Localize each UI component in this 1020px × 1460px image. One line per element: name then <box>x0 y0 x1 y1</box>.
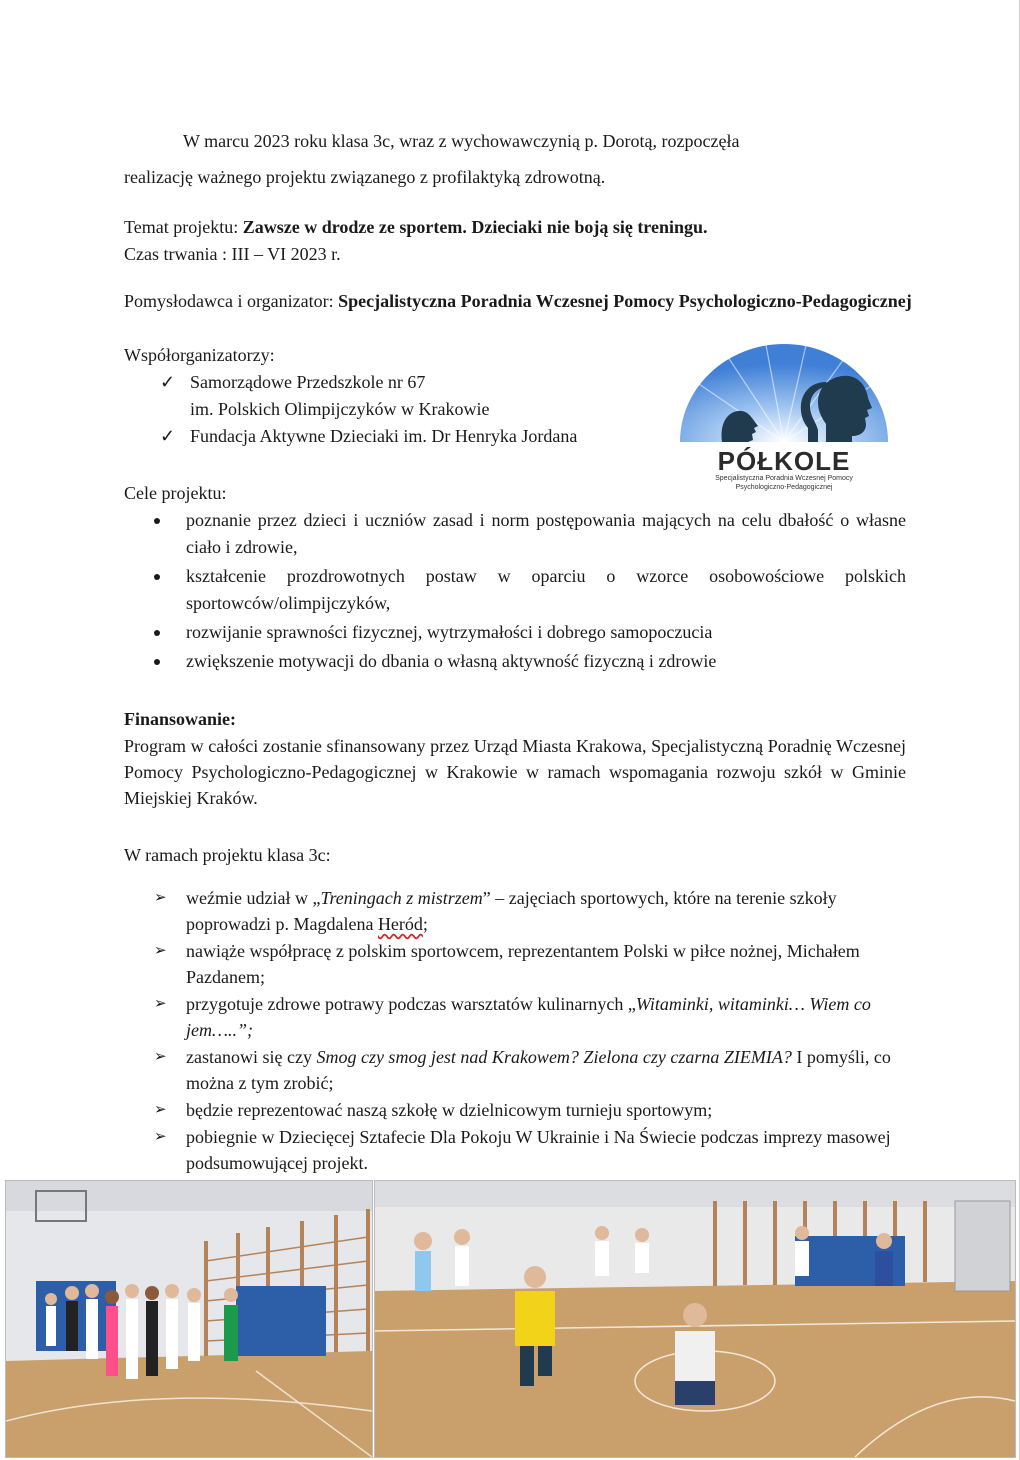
check-icon: ✓ <box>160 426 176 446</box>
logo-subtitle <box>676 474 892 492</box>
arrow-bullet-icon: ➢ <box>154 890 167 906</box>
topic-label: Temat projektu: <box>124 217 243 237</box>
intro-line-2: realizację ważnego projektu związanego z profilaktyką zdrowotną. <box>124 167 606 187</box>
logo-subtitle-line-2: Psychologiczno-Pedagogicznej <box>735 484 833 491</box>
goals-list <box>150 507 906 677</box>
coorganizers-label: Współorganizatorzy: <box>124 345 275 365</box>
within-project-label: W ramach projektu klasa 3c: <box>124 845 331 865</box>
activity-1-end: ; <box>422 914 428 934</box>
photo-children-gym-line <box>5 1180 373 1458</box>
arrow-bullet-icon: ➢ <box>154 943 167 959</box>
list-item <box>154 1044 900 1096</box>
activity-4-text: zastanowi się czy <box>186 1047 317 1067</box>
arrow-bullet-icon: ➢ <box>154 1049 167 1065</box>
coorganizer-1-line-1: Samorządowe Przedszkole nr 67 <box>190 372 426 392</box>
coorganizers-list <box>160 369 660 450</box>
list-item: rozwijanie sprawności fizycznej, wytrzymałości i dobrego samopoczucia <box>150 619 906 646</box>
activity-1-text: weźmie udział w „ <box>186 888 321 908</box>
activities-list <box>154 885 900 1177</box>
list-item: kształcenie prozdrowotnych postaw w oparciu o wzorce osobowościowe polskich sportowców/olimpijczyków, <box>150 563 906 617</box>
list-item: zwiększenie motywacji do dbania o własną aktywność fizyczną i zdrowie <box>150 648 906 675</box>
financing-text: Program w całości zostanie sfinansowany przez Urząd Miasta Krakowa, Specjalistyczną Poradnię Wczesnej Pomocy Psychologiczno-Pedagogicznej w Krakowie w ramach wspomagania rozwoju szkół w Gminie Miejskiej Kraków. <box>124 736 906 808</box>
list-item <box>154 1124 900 1176</box>
intro-line-1: W marcu 2023 roku klasa 3c, wraz z wychowawczynią p. Dorotą, rozpoczęła <box>183 131 740 151</box>
project-topic <box>124 214 924 240</box>
coorganizer-2-line-1: Fundacja Aktywne Dzieciaki im. Dr Henryka Jordana <box>190 426 578 446</box>
activity-2-text: nawiąże współpracę z polskim sportowcem, reprezentantem Polski w piłce nożnej, Michałem Pazdanem; <box>186 941 860 987</box>
activity-3-text: przygotuje zdrowe potrawy podczas warsztatów kulinarnych „ <box>186 994 636 1014</box>
activity-1-italic: Treningach z mistrzem <box>320 888 483 908</box>
organizer-value: Specjalistyczna Poradnia Wczesnej Pomocy Psychologiczno-Pedagogicznej <box>338 291 912 311</box>
check-icon: ✓ <box>160 372 176 392</box>
arrow-bullet-icon: ➢ <box>154 1102 167 1118</box>
list-item <box>160 369 660 423</box>
activity-4-text-2: I pomyśli, co można z tym zrobić; <box>186 1047 891 1093</box>
activity-1-name: Heród <box>377 914 423 934</box>
organizer-label: Pomysłodawca i organizator: <box>124 291 339 311</box>
activity-3-italic: Witaminki, witaminki… Wiem co jem…..”; <box>186 994 871 1040</box>
organizer <box>124 288 914 314</box>
logo-title: PÓŁKOLE <box>717 446 851 476</box>
financing-label-text: Finansowanie: <box>124 709 237 729</box>
activity-1-text-2: ” – zajęciach sportowych, które na terenie szkoły poprowadzi p. Magdalena <box>186 888 837 934</box>
list-item <box>154 991 900 1043</box>
photo-children-running-gym <box>374 1180 1016 1458</box>
goals-label: Cele projektu: <box>124 483 227 503</box>
logo-subtitle-line-1: Specjalistyczna Poradnia Wczesnej Pomocy <box>715 475 853 482</box>
list-item <box>154 1097 900 1123</box>
activity-6-text: pobiegnie w Dziecięcej Sztafecie Dla Pokoju W Ukrainie i Na Świecie podczas imprezy masowej podsumowującej projekt. <box>186 1127 891 1173</box>
coorganizer-1-line-2: im. Polskich Olimpijczyków w Krakowie <box>190 399 490 419</box>
arrow-bullet-icon: ➢ <box>154 1129 167 1145</box>
activity-4-italic: Smog czy smog jest nad Krakowem? Zielona czy czarna ZIEMIA? <box>316 1047 792 1067</box>
topic-value: Zawsze w drodze ze sportem. Dzieciaki nie boją się treningu. <box>242 217 708 237</box>
project-duration: Czas trwania : III – VI 2023 r. <box>124 244 341 264</box>
activity-5-text: będzie reprezentować naszą szkołę w dzielnicowym turnieju sportowym; <box>186 1100 713 1120</box>
list-item: poznanie przez dzieci i uczniów zasad i norm postępowania mających na celu dbałość o własne ciało i zdrowie, <box>150 507 906 561</box>
list-item <box>154 938 900 990</box>
list-item <box>154 885 900 937</box>
list-item <box>160 423 660 450</box>
arrow-bullet-icon: ➢ <box>154 996 167 1012</box>
financing-label <box>124 706 236 732</box>
